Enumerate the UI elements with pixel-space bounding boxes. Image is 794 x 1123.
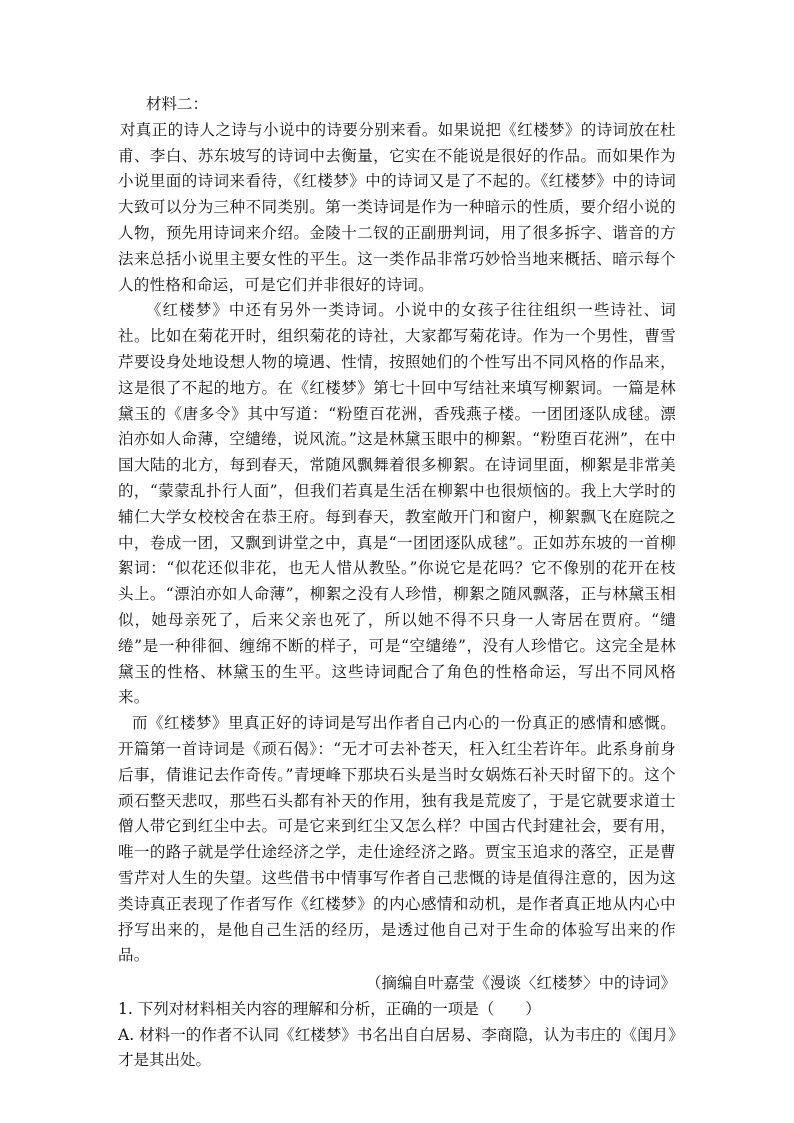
paragraph-1: 对真正的诗人之诗与小说中的诗要分别来看。如果说把《红楼梦》的诗词放在杜甫、李白、苏东坡写的诗词中去衡量，它实在不能说是很好的作品。而如果作为小说里面的诗词来看待，《红楼梦》中的诗词又是了不起的。《红楼梦》中的诗词大致可以分为三种不同类别。第一类诗词是作为一种暗示的性质，要介绍小说的人物，预先用诗词来介绍。金陵十二钗的正副册判词，用了很多拆字、谐音的方法来总括小说里主要女性的平生。这一类作品非常巧妙恰当地来概括、暗示每个人的性格和命运，可是它们并非很好的诗词。 — [118, 120, 676, 294]
document-page — [118, 92, 676, 1074]
paragraph-3: 而《红楼梦》里真正好的诗词是写出作者自己内心的一份真正的感情和感慨。开篇第一首诗词是《顽石偈》：“无才可去补苍天，枉入红尘若许年。此系身前身后事，倩谁记去作奇传。”青埂峰下那块石头是当时女娲炼石补天时留下的。这个顽石整天悲叹，那些石头都有补天的作用，独有我是荒废了，于是它就要求道士僧人带它到红尘中去。可是它来到红尘又怎么样？中国古代封建社会，要有用，唯一的路子就是学仕途经济之学，走仕途经济之路。贾宝玉追求的落空，正是曹雪芹对人生的失望。这些借书中情事写作者自己悲慨的诗是值得注意的，因为这类诗真正表现了作者写作《红楼梦》的内心感情和动机，是作者真正地从内心中抒写出来的，是他自己生活的经历，是透过他自己对于生命的体验写出来的作品。 — [118, 714, 676, 965]
source-citation: （摘编自叶嘉莹《漫谈〈红楼梦〉中的诗词》 — [365, 974, 676, 993]
option-a: A. 材料一的作者不认同《红楼梦》书名出自白居易、李商隐，认为韦庄的《闺月》才是其出处。 — [118, 1025, 676, 1070]
question-stem: 1. 下列对材料相关内容的理解和分析，正确的一项是（ ） — [118, 999, 541, 1018]
paragraph-2: 《红楼梦》中还有另外一类诗词。小说中的女孩子往往组织一些诗社、词社。比如在菊花开时，组织菊花的诗社，大家都写菊花诗。作为一个男性，曹雪芹要设身处地设想人物的境遇、性情，按照她们的个性写出不同风格的作品来，这是很了不起的地方。在《红楼梦》第七十回中写结社来填写柳絮词。一篇是林黛玉的《唐多令》其中写道：“粉堕百花洲，香残燕子楼。一团团逐队成毬。漂泊亦如人命薄，空缱绻，说风流。”这是林黛玉眼中的柳絮。“粉堕百花洲”，在中国大陆的北方，每到春天，常随风飘舞着很多柳絮。在诗词里面，柳絮是非常美的，“蒙蒙乱扑行人面”，但我们若真是生活在柳絮中也很烦恼的。我上大学时的辅仁大学女校校舍在恭王府。每到春天，教室敞开门和窗户，柳絮飘飞在庭院之中，卷成一团，又飘到讲堂之中，真是“一团团逐队成毬”。正如苏东坡的一首柳絮词：“似花还似非花，也无人惜从教坠。”你说它是花吗？它不像别的花开在枝头上。“漂泊亦如人命薄”，柳絮之没有人珍惜，柳絮之随风飘落，正与林黛玉相似，她母亲死了，后来父亲也死了，所以她不得不只身一人寄居在贾府。“缱绻”是一种徘徊、缠绵不断的样子，可是“空缱绻”，没有人珍惜它。这完全是林黛玉的性格、林黛玉的生平。这些诗词配合了角色的性格命运，写出不同风格来。 — [118, 301, 676, 707]
material-heading: 材料二： — [146, 95, 209, 113]
